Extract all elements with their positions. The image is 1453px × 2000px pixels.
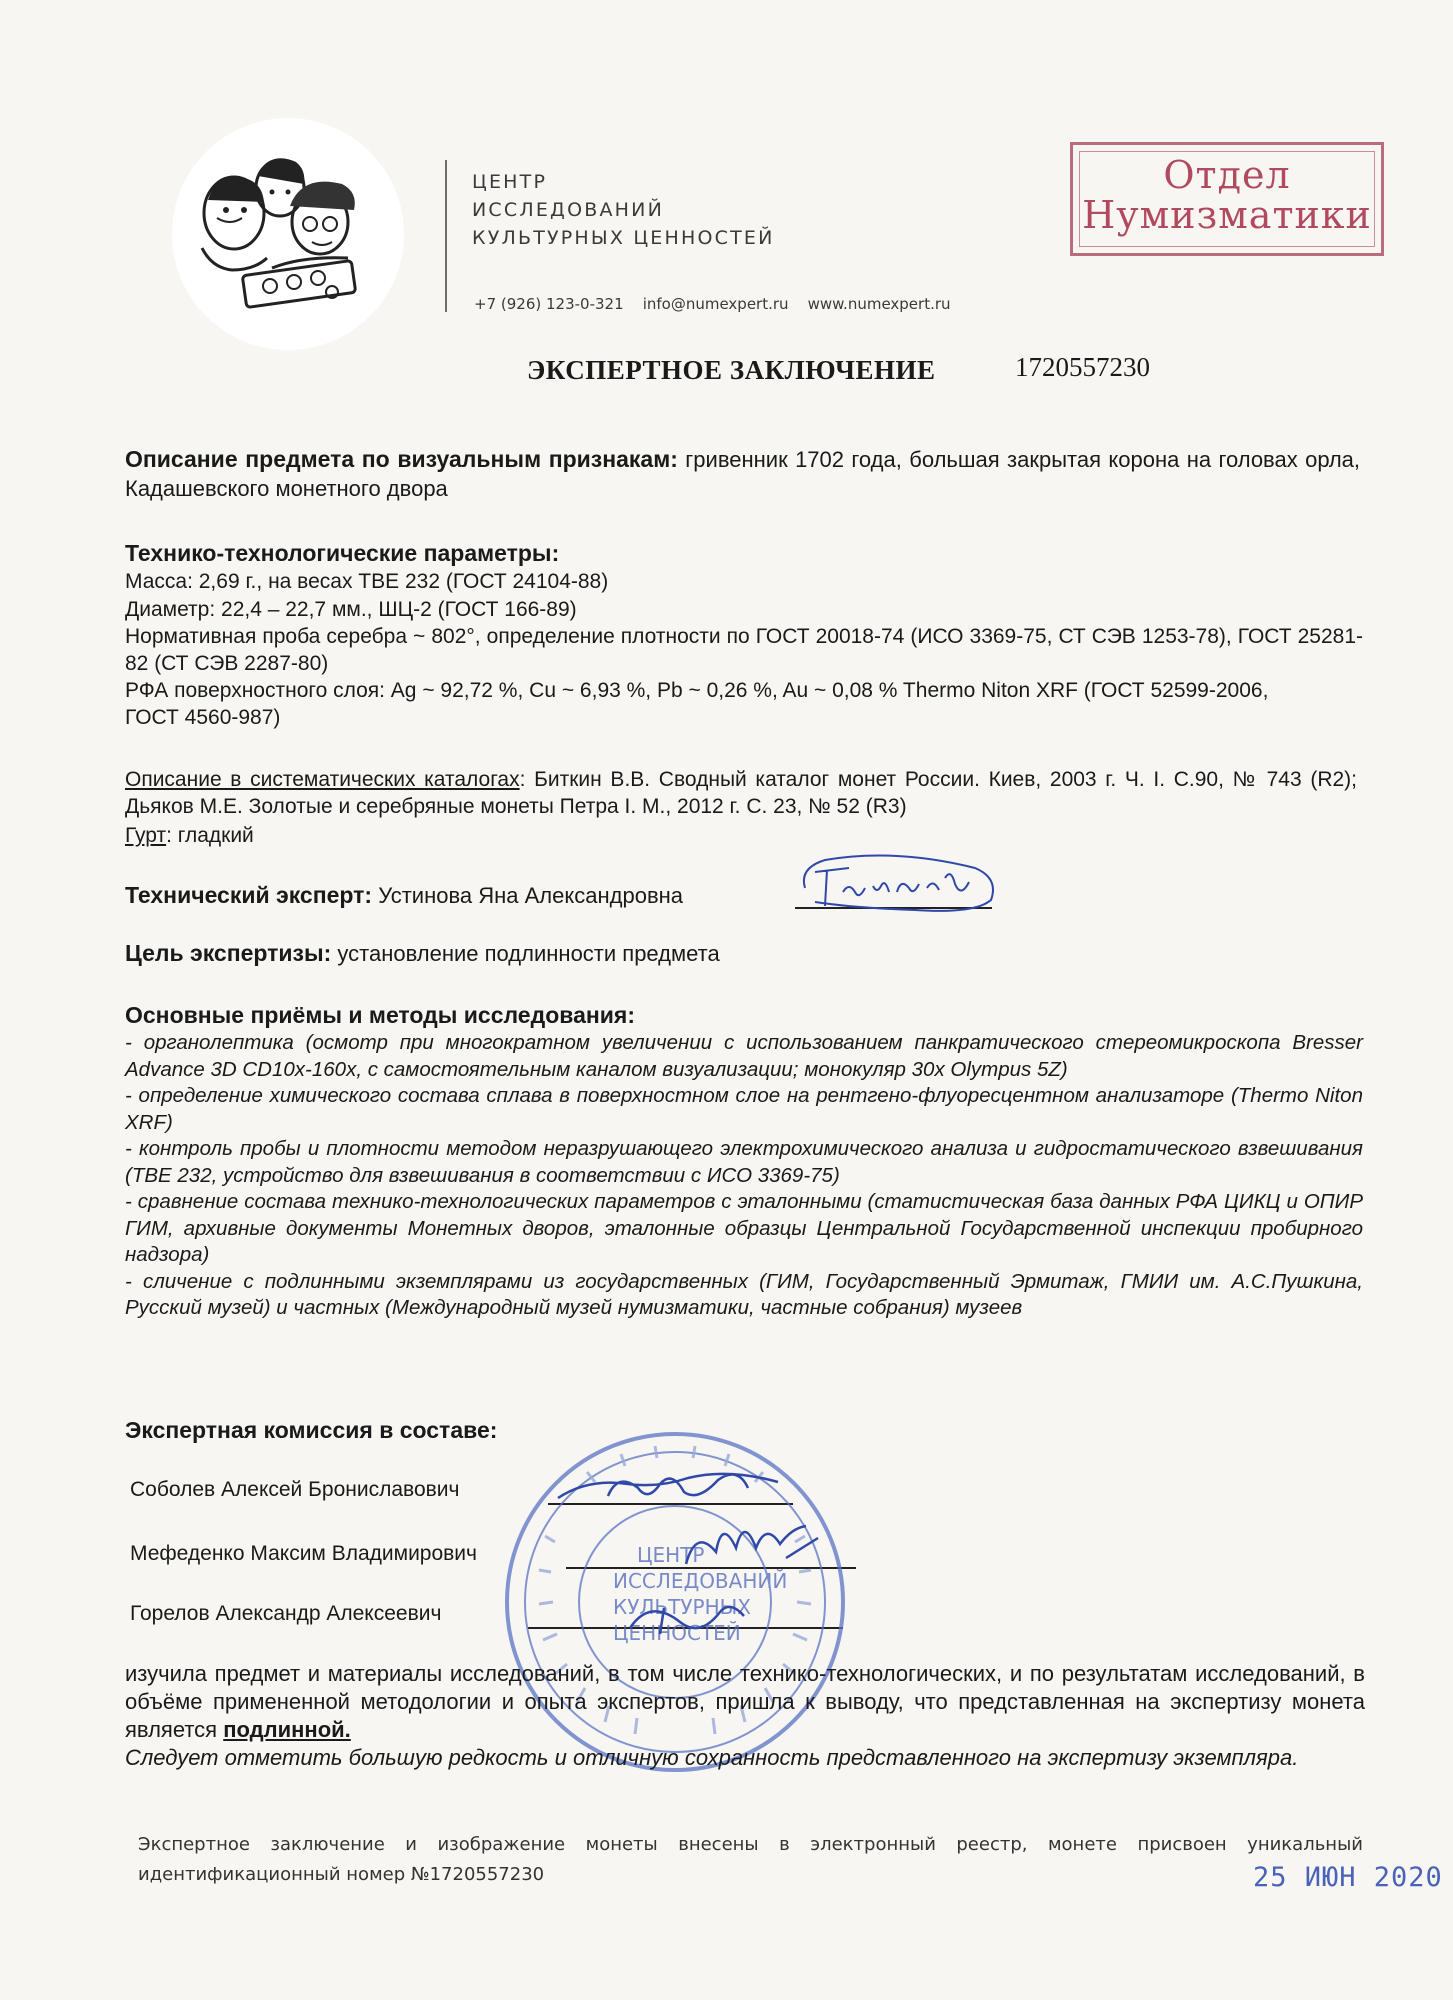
edge-label: Гурт — [125, 824, 167, 847]
department-stamp — [1070, 142, 1384, 256]
tech-expert-name: Устинова Яна Александровна — [372, 883, 684, 908]
round-seal-text-3: КУЛЬТУРНЫХ — [613, 1595, 751, 1619]
org-name-line-2: ИССЛЕДОВАНИЙ — [472, 199, 664, 221]
website: www.numexpert.ru — [807, 295, 951, 313]
round-seal-text-4: ЦЕННОСТЕЙ — [613, 1621, 741, 1645]
org-name — [472, 168, 775, 252]
edge-text: : гладкий — [166, 824, 254, 847]
item-description — [125, 445, 1360, 503]
expertise-goal — [125, 940, 1360, 967]
department-stamp-line-2: Нумизматики — [1082, 193, 1372, 237]
commission-member: Мефеденко Максим Владимирович — [130, 1542, 477, 1565]
tech-params-heading: Технико-технологические параметры: — [125, 540, 560, 566]
three-experts-examining-coins-logo-icon — [172, 118, 404, 350]
commission-member: Горелов Александр Алексеевич — [130, 1602, 442, 1625]
tech-expert-signature — [785, 848, 1005, 920]
method-item: - органолептика (осмотр при многократном увеличении с использованием панкратического стереомикроскопа Bresser Advance 3D CD10x-160x, с самостоятельным каналом визуализации; монокуляр 30x Olympus 5Z) — [125, 1031, 1363, 1081]
round-seal-text-2: ИССЛЕДОВАНИЙ — [613, 1569, 788, 1593]
tech-params-diameter: Диаметр: 22,4 – 22,7 мм., ШЦ-2 (ГОСТ 166-89) — [125, 598, 577, 621]
tech-params-purity: Нормативная проба серебра ~ 802°, определение плотности по ГОСТ 20018-74 (ИСО 3369-75, СТ СЭВ 1253-78), ГОСТ 25281-82 (СТ СЭВ 2287-80) — [125, 625, 1363, 675]
tech-expert — [125, 882, 1360, 909]
catalogs — [125, 766, 1357, 820]
org-name-line-1: ЦЕНТР — [472, 171, 548, 193]
contacts-line — [474, 295, 951, 313]
conclusion — [125, 1660, 1365, 1744]
tech-params-xrf: РФА поверхностного слоя: Ag ~ 92,72 %, Cu ~ 6,93 %, Pb ~ 0,26 %, Au ~ 0,08 % Thermo Niton XRF (ГОСТ 52599-2006, ГОСТ 4560-987) — [125, 679, 1269, 729]
org-name-line-3: КУЛЬТУРНЫХ ЦЕННОСТЕЙ — [472, 227, 775, 249]
expertise-goal-text: установление подлинности предмета — [331, 941, 720, 966]
commission-heading: Экспертная комиссия в составе: — [125, 1417, 498, 1443]
methods-heading: Основные приёмы и методы исследования: — [125, 1002, 635, 1028]
tech-params-mass: Масса: 2,69 г., на весах ТВЕ 232 (ГОСТ 24104-88) — [125, 570, 609, 593]
registry-note: Экспертное заключение и изображение монеты внесены в электронный реестр, монете присвоен уникальный идентификационный номер №1720557230 — [138, 1834, 1363, 1885]
item-description-label: Описание предмета по визуальным признакам: — [125, 446, 678, 472]
document-number: 1720557230 — [1015, 352, 1150, 382]
header-divider — [445, 160, 447, 312]
method-item: - контроль пробы и плотности методом неразрушающего электрохимического анализа и гидростатического взвешивания (ТВЕ 232, устройство для взвешивания в соответствии с ИСО 3369-75) — [125, 1137, 1363, 1187]
method-item: - сравнение состава технико-технологических параметров с эталонными (статистическая база данных РФА ЦИКЦ и ОПИР ГИМ, архивные документы Монетных дворов, эталонные образцы Центральной Государственной инспекции пробирного надзора) — [125, 1190, 1363, 1266]
round-seal-text-1: ЦЕНТР — [637, 1543, 705, 1567]
tech-expert-label: Технический эксперт: — [125, 882, 373, 908]
department-stamp-line-1: Отдел — [1163, 153, 1291, 197]
date-stamp: 25 ИЮН 2020 — [1253, 1862, 1443, 1893]
expertise-goal-label: Цель экспертизы: — [125, 940, 332, 966]
email: info@numexpert.ru — [642, 295, 789, 313]
commission-signature-3 — [620, 1588, 760, 1648]
method-item: - определение химического состава сплава в поверхностном слое на рентгено-флуоресцентном анализаторе (Thermo Niton XRF) — [125, 1084, 1363, 1134]
conclusion-verdict: подлинной. — [223, 1717, 351, 1742]
catalogs-label: Описание в систематических каталогах — [125, 768, 520, 791]
commission-member: Соболев Алексей Брониславович — [130, 1478, 460, 1501]
item-description-text: гривенник 1702 года, большая закрытая корона на головах орла, Кадашевского монетного двора — [125, 447, 1361, 501]
conclusion-text: изучила предмет и материалы исследований, в том числе технико-технологических, и по результатам исследований, в объёме примененной методологии и опыта экспертов, пришла к выводу, что представленная на экспертизу монета является — [125, 1661, 1365, 1742]
conclusion-note: Следует отметить большую редкость и отличную сохранность представленного на экспертизу экземпляра. — [125, 1745, 1299, 1770]
commission-signature-2 — [676, 1508, 826, 1578]
catalogs-text: : Биткин В.В. Сводный каталог монет России. Киев, 2003 г. Ч. I. С.90, № 743 (R2); Дьяков М.Е. Золотые и серебряные монеты Петра I. М., 2012 г. С. 23, № 52 (R3) — [125, 768, 1357, 818]
document-title: ЭКСПЕРТНОЕ ЗАКЛЮЧЕНИЕ — [527, 355, 936, 385]
method-item: - сличение с подлинными экземплярами из государственных (ГИМ, Государственный Эрмитаж, ГМИИ им. А.С.Пушкина, Русский музей) и частных (Международный музей нумизматики, частные собрания) музеев — [125, 1269, 1363, 1319]
methods-list — [125, 1030, 1363, 1322]
edge-info — [125, 822, 1360, 849]
phone: +7 (926) 123-0-321 — [474, 295, 624, 313]
logo — [172, 118, 404, 350]
